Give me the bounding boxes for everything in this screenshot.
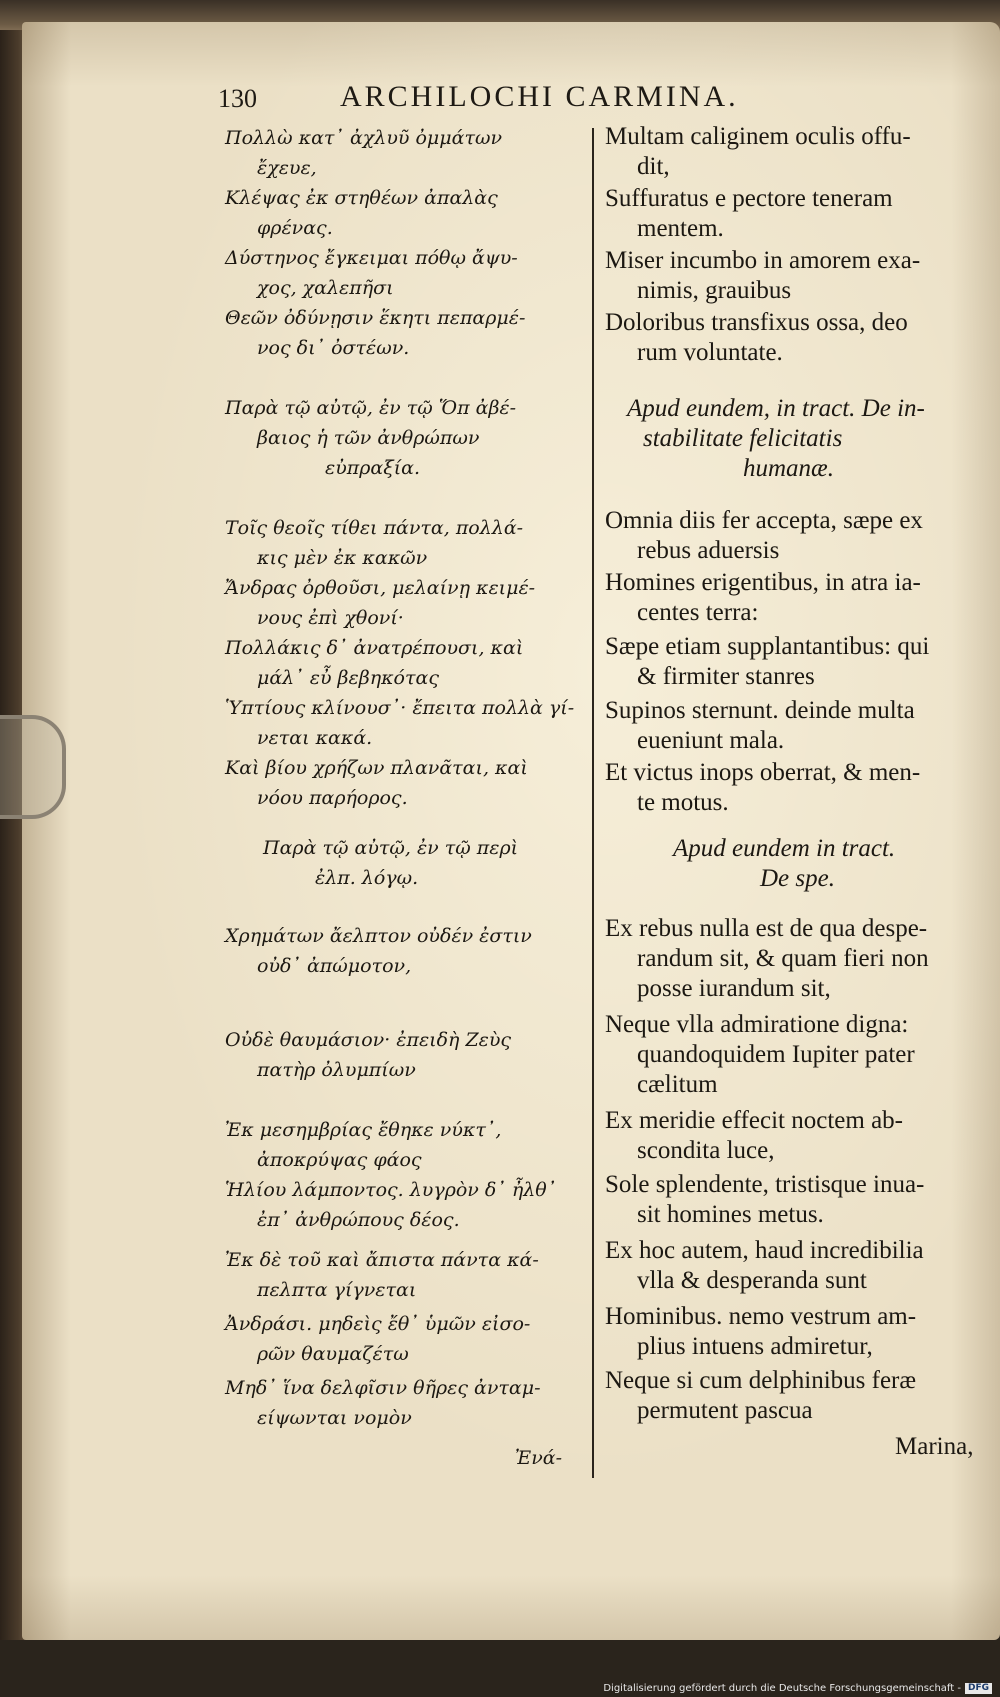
dfg-logo: DFG xyxy=(965,1683,992,1694)
latin-line: rebus aduersis xyxy=(637,537,780,564)
latin-line: Sole splendente, tristisque inua- xyxy=(605,1171,925,1198)
greek-line: φρένας. xyxy=(257,217,333,239)
latin-line: Omnia diis fer accepta, sæpe ex xyxy=(605,507,923,534)
greek-line: Πολλάκις δ᾽ ἀνατρέπουσι, καὶ xyxy=(225,637,524,659)
greek-line: Κλέψας ἐκ στηθέων ἀπαλὰς xyxy=(225,187,498,209)
latin-line: eueniunt mala. xyxy=(637,727,785,754)
greek-line: νος δι᾽ ὀστέων. xyxy=(257,337,410,359)
latin-line: Ex hoc autem, haud incredibilia xyxy=(605,1237,924,1264)
greek-line: Μηδ᾽ ἵνα δελφῖσιν θῆρες ἀνταμ- xyxy=(225,1377,541,1399)
clip-mark xyxy=(0,715,66,819)
credit-text: Digitalisierung gefördert durch die Deutsche Forschungsgemeinschaft - xyxy=(603,1683,961,1694)
column-divider xyxy=(592,128,594,1478)
greek-line: Δύστηνος ἔγκειμαι πόθῳ ἄψυ- xyxy=(225,247,518,269)
latin-heading: Apud eundem, in tract. De in- xyxy=(627,395,925,422)
latin-line: dit, xyxy=(637,153,670,180)
greek-line: πατὴρ ὀλυμπίων xyxy=(257,1059,416,1081)
latin-line: Supinos sternunt. deinde multa xyxy=(605,697,915,724)
latin-line: Homines erigentibus, in atra ia- xyxy=(605,569,921,596)
latin-line: sit homines metus. xyxy=(637,1201,824,1228)
greek-line: Θεῶν ὀδύνῃσιν ἕκητι πεπαρμέ- xyxy=(225,307,526,329)
greek-line: είψωνται νομὸν xyxy=(257,1407,412,1429)
latin-heading: De spe. xyxy=(760,865,835,892)
digitization-credit xyxy=(603,1683,992,1694)
greek-line: νεται κακά. xyxy=(257,727,373,749)
greek-line: οὐδ᾽ ἀπώμοτον, xyxy=(257,955,412,977)
greek-line: Χρημάτων ἄελπτον οὐδέν ἐστιν xyxy=(225,925,532,947)
page-header xyxy=(218,78,878,116)
latin-line: Neque vlla admiratione digna: xyxy=(605,1011,909,1038)
latin-heading: stabilitate felicitatis xyxy=(643,425,843,452)
greek-heading: Παρὰ τῷ αὐτῷ, ἐν τῷ περὶ xyxy=(263,837,519,859)
latin-line: mentem. xyxy=(637,215,724,242)
latin-line: Doloribus transfixus ossa, deo xyxy=(605,309,908,336)
page-number: 130 xyxy=(218,84,257,113)
latin-line: cælitum xyxy=(637,1071,718,1098)
greek-line: Ἐκ μεσημβρίας ἔθηκε νύκτ᾽, xyxy=(225,1119,502,1141)
latin-line: Sæpe etiam supplantantibus: qui xyxy=(605,633,930,660)
latin-line: posse iurandum sit, xyxy=(637,975,831,1002)
latin-line: randum sit, & quam fieri non xyxy=(637,945,929,972)
latin-line: te motus. xyxy=(637,789,729,816)
greek-line: ἀποκρύψας φάος xyxy=(257,1149,422,1171)
greek-line: ἔχευε, xyxy=(257,157,317,179)
latin-line: Hominibus. nemo vestrum am- xyxy=(605,1303,917,1330)
greek-line: νους ἐπὶ χθονί· xyxy=(257,607,404,629)
latin-line: permutent pascua xyxy=(637,1397,813,1424)
greek-line: Καὶ βίου χρήζων πλανᾶται, καὶ xyxy=(225,757,528,779)
latin-line: quandoquidem Iupiter pater xyxy=(637,1041,915,1068)
latin-line: Ex meridie effecit noctem ab- xyxy=(605,1107,904,1134)
greek-line: Ἀνδράσι. μηδεὶς ἔθ᾽ ὑμῶν εἰσο- xyxy=(225,1313,531,1335)
catchword-greek: Ἐνά- xyxy=(515,1447,563,1469)
greek-line: Τοῖς θεοῖς τίθει πάντα, πολλά- xyxy=(225,517,524,539)
greek-heading: ἐλπ. λόγῳ. xyxy=(315,867,419,889)
greek-line: Ὑπτίους κλίνουσ᾽· ἔπειτα πολλὰ γί- xyxy=(225,697,575,719)
greek-line: Ἐκ δὲ τοῦ καὶ ἄπιστα πάντα κά- xyxy=(225,1249,539,1271)
latin-line: centes terra: xyxy=(637,599,759,626)
greek-heading: Παρὰ τῷ αὐτῷ, ἐν τῷ Ὅπ ἀβέ- xyxy=(225,397,517,419)
greek-line: ρῶν θαυμαζέτω xyxy=(257,1343,409,1365)
greek-line: Οὐδὲ θαυμάσιον· ἐπειδὴ Ζεὺς xyxy=(225,1029,512,1051)
greek-line: Ἡλίου λάμποντος. λυγρὸν δ᾽ ἦλθ᾽ xyxy=(225,1179,557,1201)
latin-heading: humanæ. xyxy=(743,455,834,482)
latin-line: Multam caliginem oculis offu- xyxy=(605,123,911,150)
latin-line: nimis, grauibus xyxy=(637,277,792,304)
latin-heading: Apud eundem in tract. xyxy=(673,835,896,862)
greek-line: κις μὲν ἐκ κακῶν xyxy=(257,547,428,569)
latin-line: Suffuratus e pectore teneram xyxy=(605,185,893,212)
greek-heading: βαιος ἡ τῶν ἀνθρώπων xyxy=(257,427,480,449)
latin-line: & firmiter stanres xyxy=(637,663,815,690)
greek-line: νόου παρήορος. xyxy=(257,787,408,809)
latin-line: plius intuens admiretur, xyxy=(637,1333,873,1360)
greek-heading: εὐπραξία. xyxy=(325,457,421,479)
latin-line: Ex rebus nulla est de qua despe- xyxy=(605,915,928,942)
latin-line: scondita luce, xyxy=(637,1137,775,1164)
latin-line: rum voluntate. xyxy=(637,339,783,366)
catchword-latin: Marina, xyxy=(895,1433,974,1460)
greek-line: μάλ᾽ εὖ βεβηκότας xyxy=(257,667,439,689)
latin-line: vlla & desperanda sunt xyxy=(637,1267,867,1294)
latin-line: Et victus inops oberrat, & men- xyxy=(605,759,921,786)
greek-line: πελπτα γίγνεται xyxy=(257,1279,417,1301)
greek-line: ἐπ᾽ ἀνθρώπους δέος. xyxy=(257,1209,460,1231)
latin-line: Neque si cum delphinibus feræ xyxy=(605,1367,917,1394)
latin-line: Miser incumbo in amorem exa- xyxy=(605,247,921,274)
greek-line: Ἄνδρας ὀρθοῦσι, μελαίνῃ κειμέ- xyxy=(225,577,536,599)
greek-line: χος, χαλεπῆσι xyxy=(257,277,394,299)
greek-line: Πολλὼ κατ᾽ ἀχλυῦ ὀμμάτων xyxy=(225,127,503,149)
running-title: ARCHILOCHI CARMINA. xyxy=(340,80,739,113)
